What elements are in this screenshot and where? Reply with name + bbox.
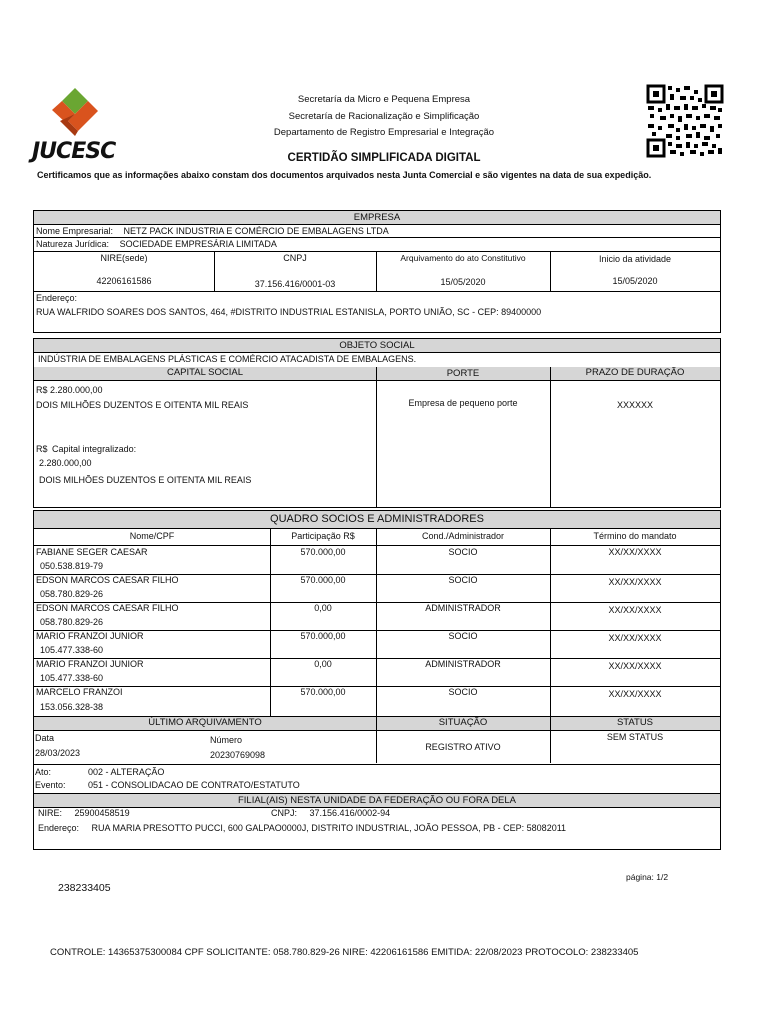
situacao-value: REGISTRO ATIVO bbox=[425, 742, 501, 752]
col-condicao: Cond./Administrador bbox=[421, 531, 505, 541]
qr-code-icon bbox=[646, 84, 724, 158]
filial-cnpj-row bbox=[271, 808, 390, 818]
page-title: CERTIDÃO SIMPLIFICADA DIGITAL bbox=[287, 152, 481, 164]
filial-cnpj-label: CNPJ: bbox=[271, 808, 298, 818]
col-termino: Término do mandato bbox=[593, 531, 677, 541]
situacao-header: SITUAÇÃO bbox=[438, 717, 488, 728]
capital-integralizado-label: R$ Capital integralizado: bbox=[36, 444, 137, 454]
numero-value: 20230769098 bbox=[210, 750, 266, 760]
certification-text: Certificamos que as informações abaixo constam dos documentos arquivados nesta Junta Comercial e são vigentes na data de sua expedição. bbox=[37, 170, 652, 180]
cnpj-label: CNPJ bbox=[283, 253, 307, 263]
filial-nire-row bbox=[38, 808, 130, 818]
objeto-capital-section bbox=[33, 338, 721, 508]
col-nome-cpf: Nome/CPF bbox=[129, 531, 175, 541]
capital-valor: R$ 2.280.000,00 bbox=[36, 385, 103, 395]
endereco-label: Endereço: bbox=[36, 293, 78, 303]
prazo-header: PRAZO DE DURAÇÃO bbox=[585, 367, 685, 378]
table-row: EDSON MARCOS CAESAR FILHO 058.780.829-26 570.000,00 SOCIO XX/XX/XXXX bbox=[34, 574, 720, 603]
evento-label: Evento: bbox=[35, 780, 66, 790]
natureza-juridica-label: Natureza Jurídica: bbox=[36, 239, 110, 249]
table-row: FABIANE SEGER CAESAR 050.538.819-79 570.000,00 SOCIO XX/XX/XXXX bbox=[34, 546, 720, 575]
filial-cnpj-value: 37.156.416/0002-94 bbox=[309, 808, 391, 818]
arquivamento-constitutivo-value: 15/05/2020 bbox=[440, 277, 486, 287]
logo-text: JUCESC bbox=[32, 139, 116, 164]
page-number: página: 1/2 bbox=[626, 872, 669, 882]
filial-endereco-row bbox=[38, 823, 566, 833]
socios-header: QUADRO SOCIOS E ADMINISTRADORES bbox=[34, 511, 720, 529]
control-line: CONTROLE: 14365375300084 CPF SOLICITANTE: 058.780.829-26 NIRE: 42206161586 EMITIDA: 22/08/2023 PROTOCOLO: 238233405 bbox=[50, 947, 639, 958]
ato-row bbox=[35, 767, 165, 777]
capital-integralizado-extenso: DOIS MILHÕES DUZENTOS E OITENTA MIL REAIS bbox=[39, 475, 252, 485]
empresa-section bbox=[33, 210, 721, 333]
capital-headers bbox=[34, 367, 720, 381]
natureza-juridica-value: SOCIEDADE EMPRESÁRIA LIMITADA bbox=[119, 239, 277, 249]
col-participacao: Participação R$ bbox=[291, 531, 355, 541]
arquivamento-headers bbox=[34, 717, 720, 731]
filial-nire-value: 25900458519 bbox=[74, 808, 130, 818]
header-line-2: Secretaría de Racionalização e Simplificação bbox=[288, 111, 480, 122]
filial-endereco-label: Endereço: bbox=[38, 823, 80, 833]
empresa-ids-row bbox=[34, 251, 720, 291]
filial-section bbox=[33, 793, 721, 850]
capital-integralizado-valor: 2.280.000,00 bbox=[39, 458, 92, 468]
numero-label: Número bbox=[210, 735, 243, 745]
endereco-value: RUA WALFRIDO SOARES DOS SANTOS, 464, #DISTRITO INDUSTRIAL ESTANISLA, PORTO UNIÃO, SC - CEP: 89400000 bbox=[36, 307, 542, 317]
porte-header: PORTE bbox=[446, 368, 480, 379]
ato-label: Ato: bbox=[35, 767, 52, 777]
data-value: 28/03/2023 bbox=[35, 748, 81, 758]
data-label: Data bbox=[35, 733, 55, 743]
table-row: MARIO FRANZOI JUNIOR 105.477.338-60 570.000,00 SOCIO XX/XX/XXXX bbox=[34, 630, 720, 659]
cnpj-value: 37.156.416/0001-03 bbox=[254, 279, 336, 289]
protocol-number: 238233405 bbox=[58, 882, 111, 894]
socios-section bbox=[33, 510, 721, 717]
evento-value: 051 - CONSOLIDACAO DE CONTRATO/ESTATUTO bbox=[88, 780, 300, 790]
table-row: MARIO FRANZOI JUNIOR 105.477.338-60 0,00 ADMINISTRADOR XX/XX/XXXX bbox=[34, 658, 720, 687]
nome-empresarial-label: Nome Empresarial: bbox=[36, 226, 114, 236]
evento-row bbox=[35, 780, 300, 790]
inicio-atividade-label: Inicio da atividade bbox=[598, 254, 672, 264]
inicio-atividade-value: 15/05/2020 bbox=[612, 276, 658, 286]
ultimo-arquivamento-header: ÚLTIMO ARQUIVAMENTO bbox=[148, 717, 262, 728]
ato-value: 002 - ALTERAÇÃO bbox=[88, 767, 165, 777]
empresa-header: EMPRESA bbox=[34, 211, 720, 225]
header-line-3: Departamento de Registro Empresarial e Integração bbox=[273, 127, 495, 138]
nire-value: 42206161586 bbox=[96, 276, 152, 286]
arquivamento-constitutivo-label: Arquivamento do ato Constitutivo bbox=[400, 253, 526, 263]
socios-table bbox=[34, 529, 720, 716]
capital-social-header: CAPITAL SOCIAL bbox=[166, 367, 244, 378]
status-value: SEM STATUS bbox=[606, 732, 664, 742]
prazo-value: XXXXXX bbox=[616, 400, 654, 410]
table-row: EDSON MARCOS CAESAR FILHO 058.780.829-26 0,00 ADMINISTRADOR XX/XX/XXXX bbox=[34, 602, 720, 631]
nome-empresarial-value: NETZ PACK INDUSTRIA E COMÉRCIO DE EMBALAGENS LTDA bbox=[123, 226, 389, 236]
objeto-social-header: OBJETO SOCIAL bbox=[34, 339, 720, 353]
nire-label: NIRE(sede) bbox=[100, 253, 148, 263]
natureza-juridica-row bbox=[36, 238, 277, 251]
table-row: MARCELO FRANZOI 153.056.328-38 570.000,00 SOCIO XX/XX/XXXX bbox=[36, 687, 662, 712]
capital-extenso: DOIS MILHÕES DUZENTOS E OITENTA MIL REAIS bbox=[36, 400, 249, 410]
header-line-1: Secretaría da Micro e Pequena Empresa bbox=[297, 94, 471, 105]
filial-endereco-value: RUA MARIA PRESOTTO PUCCI, 600 GALPAO0000J, DISTRITO INDUSTRIAL, JOÃO PESSOA, PB - CEP: 58082011 bbox=[91, 823, 567, 833]
arquivamento-section bbox=[33, 716, 721, 794]
filial-nire-label: NIRE: bbox=[38, 808, 63, 818]
capital-rs: R$ bbox=[36, 444, 48, 454]
filial-header: FILIAL(AIS) NESTA UNIDADE DA FEDERAÇÃO OU FORA DELA bbox=[34, 794, 720, 808]
porte-value: Empresa de pequeno porte bbox=[408, 398, 518, 408]
status-header: STATUS bbox=[616, 717, 654, 728]
objeto-social-text: INDÚSTRIA DE EMBALAGENS PLÁSTICAS E COMÉRCIO ATACADISTA DE EMBALAGENS. bbox=[38, 354, 417, 364]
